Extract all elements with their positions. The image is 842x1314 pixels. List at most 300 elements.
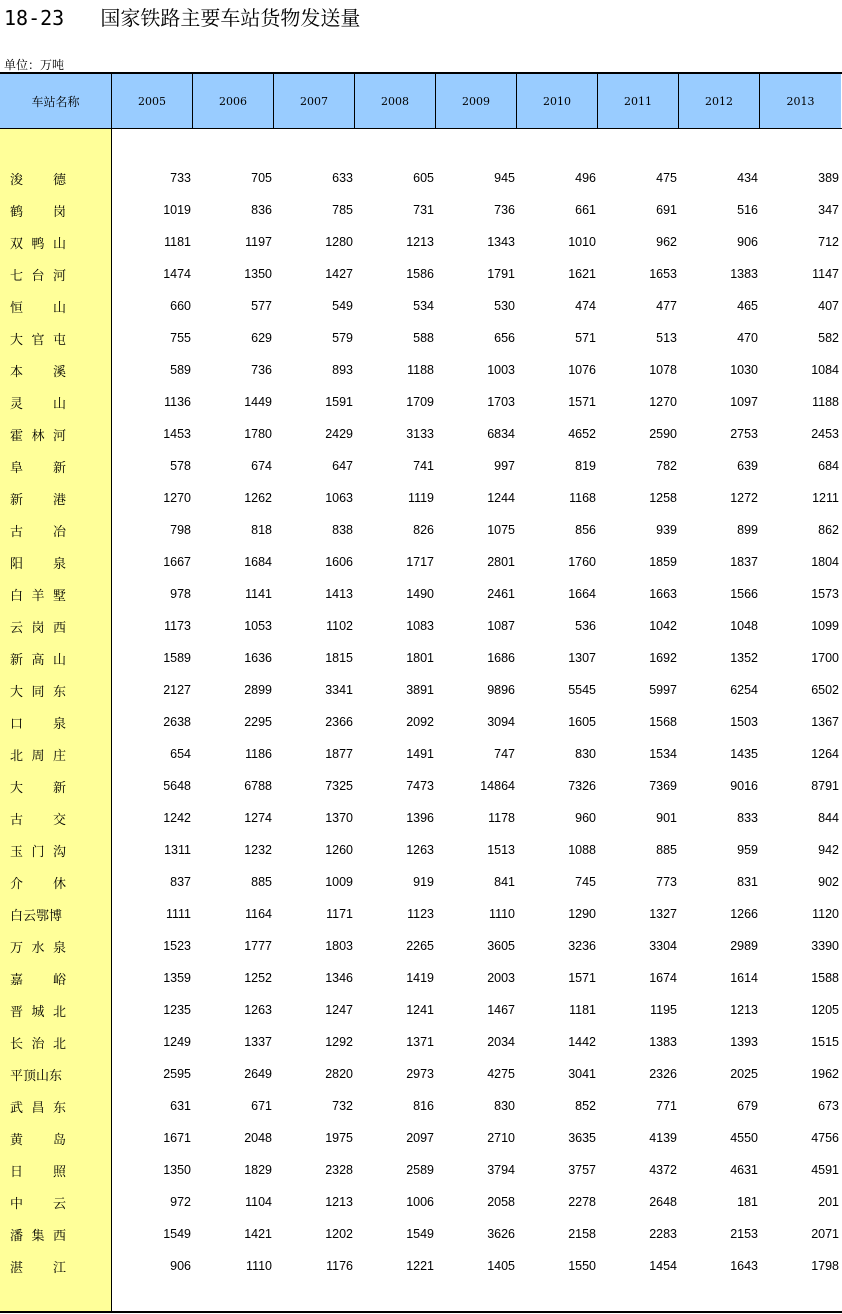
table-row xyxy=(0,642,842,674)
station-name: 白云鄂博 xyxy=(10,908,63,924)
table-cell: 9016 xyxy=(730,779,758,793)
table-cell: 1962 xyxy=(811,1067,839,1081)
table-cell: 1213 xyxy=(730,1003,758,1017)
table-cell: 1010 xyxy=(568,235,596,249)
table-cell: 1359 xyxy=(163,971,191,985)
table-cell: 1449 xyxy=(244,395,272,409)
table-cell: 1717 xyxy=(406,555,434,569)
table-row xyxy=(0,578,842,610)
table-cell: 1703 xyxy=(487,395,515,409)
table-cell: 1263 xyxy=(406,843,434,857)
table-cell: 14864 xyxy=(480,779,515,793)
table-cell: 712 xyxy=(818,235,839,249)
table-cell: 1260 xyxy=(325,843,353,857)
table-cell: 1780 xyxy=(244,427,272,441)
table-cell: 1523 xyxy=(163,939,191,953)
table-cell: 1102 xyxy=(326,619,353,633)
table-cell: 1568 xyxy=(649,715,677,729)
table-cell: 1104 xyxy=(245,1195,272,1209)
table-header xyxy=(0,74,842,129)
table-cell: 1760 xyxy=(568,555,596,569)
table-cell: 1829 xyxy=(244,1163,272,1177)
table-cell: 2265 xyxy=(406,939,434,953)
table-cell: 1605 xyxy=(568,715,596,729)
table-cell: 2328 xyxy=(325,1163,353,1177)
table-cell: 1396 xyxy=(406,811,434,825)
table-cell: 1877 xyxy=(325,747,353,761)
table-cell: 536 xyxy=(575,619,596,633)
table-cell: 1084 xyxy=(811,363,839,377)
table-cell: 2092 xyxy=(406,715,434,729)
table-cell: 1171 xyxy=(326,907,353,921)
table-cell: 945 xyxy=(494,171,515,185)
table-cell: 3794 xyxy=(487,1163,515,1177)
station-name: 白 羊 墅 xyxy=(10,588,66,604)
table-row xyxy=(0,962,842,994)
station-name: 玉 门 沟 xyxy=(10,844,66,860)
station-name: 新 高 山 xyxy=(10,652,66,668)
table-cell: 2590 xyxy=(649,427,677,441)
table-cell: 1119 xyxy=(408,491,434,505)
table-cell: 1804 xyxy=(811,555,839,569)
table-cell: 691 xyxy=(656,203,677,217)
table-cell: 1664 xyxy=(568,587,596,601)
table-cell: 1188 xyxy=(812,395,839,409)
table-cell: 837 xyxy=(170,875,191,889)
table-cell: 1383 xyxy=(649,1035,677,1049)
header-year: 2013 xyxy=(760,74,841,128)
table-cell: 1087 xyxy=(487,619,515,633)
table-cell: 1188 xyxy=(407,363,434,377)
station-name: 大 新 xyxy=(10,780,66,796)
table-cell: 747 xyxy=(494,747,515,761)
table-cell: 3041 xyxy=(568,1067,596,1081)
table-cell: 3626 xyxy=(487,1227,515,1241)
table-cell: 1671 xyxy=(163,1131,191,1145)
table-cell: 2127 xyxy=(163,683,191,697)
header-year: 2005 xyxy=(112,74,193,128)
table-cell: 741 xyxy=(413,459,434,473)
table-cell: 733 xyxy=(170,171,191,185)
table-cell: 919 xyxy=(413,875,434,889)
table-cell: 833 xyxy=(737,811,758,825)
station-name: 平顶山东 xyxy=(10,1068,63,1084)
table-cell: 1213 xyxy=(325,1195,353,1209)
table-cell: 1549 xyxy=(163,1227,191,1241)
station-name: 日 照 xyxy=(10,1164,66,1180)
table-cell: 1202 xyxy=(325,1227,353,1241)
table-cell: 4139 xyxy=(649,1131,677,1145)
table-row xyxy=(0,1026,842,1058)
table-cell: 3094 xyxy=(487,715,515,729)
table-row xyxy=(0,546,842,578)
header-year: 2010 xyxy=(517,74,598,128)
table-row xyxy=(0,482,842,514)
table-cell: 942 xyxy=(818,843,839,857)
table-cell: 1266 xyxy=(730,907,758,921)
table-cell: 3341 xyxy=(325,683,353,697)
table-cell: 1147 xyxy=(812,267,839,281)
table-cell: 939 xyxy=(656,523,677,537)
table-cell: 1798 xyxy=(811,1259,839,1273)
table-cell: 1003 xyxy=(487,363,515,377)
table-cell: 1343 xyxy=(487,235,515,249)
table-cell: 2453 xyxy=(811,427,839,441)
table-cell: 1606 xyxy=(325,555,353,569)
table-cell: 1419 xyxy=(406,971,434,985)
table-cell: 1684 xyxy=(244,555,272,569)
table-cell: 1232 xyxy=(244,843,272,857)
table-cell: 1274 xyxy=(244,811,272,825)
table-cell: 389 xyxy=(818,171,839,185)
table-cell: 2278 xyxy=(568,1195,596,1209)
table-cell: 830 xyxy=(575,747,596,761)
page-title: 18-23 国家铁路主要车站货物发送量 xyxy=(4,6,361,30)
table-cell: 1181 xyxy=(569,1003,596,1017)
table-cell: 1327 xyxy=(649,907,677,921)
table-cell: 4275 xyxy=(487,1067,515,1081)
table-cell: 6254 xyxy=(730,683,758,697)
table-cell: 2071 xyxy=(811,1227,839,1241)
table-cell: 771 xyxy=(656,1099,677,1113)
table-row xyxy=(0,834,842,866)
table-row xyxy=(0,1186,842,1218)
table-cell: 1030 xyxy=(730,363,758,377)
table-cell: 1686 xyxy=(487,651,515,665)
table-cell: 1009 xyxy=(325,875,353,889)
table-cell: 997 xyxy=(494,459,515,473)
station-name: 嘉 峪 xyxy=(10,972,66,988)
table-cell: 1249 xyxy=(163,1035,191,1049)
table-cell: 1975 xyxy=(325,1131,353,1145)
table-cell: 1078 xyxy=(649,363,677,377)
table-cell: 836 xyxy=(251,203,272,217)
table-cell: 1270 xyxy=(163,491,191,505)
table-cell: 475 xyxy=(656,171,677,185)
table-cell: 1263 xyxy=(244,1003,272,1017)
station-name: 潘 集 西 xyxy=(10,1228,66,1244)
table-cell: 5648 xyxy=(163,779,191,793)
table-cell: 2158 xyxy=(568,1227,596,1241)
table-cell: 1270 xyxy=(649,395,677,409)
table-cell: 818 xyxy=(251,523,272,537)
table-cell: 474 xyxy=(575,299,596,313)
table-row xyxy=(0,226,842,258)
table-cell: 1503 xyxy=(730,715,758,729)
table-cell: 1076 xyxy=(568,363,596,377)
table-cell: 962 xyxy=(656,235,677,249)
table-cell: 654 xyxy=(170,747,191,761)
table-cell: 1534 xyxy=(649,747,677,761)
table-cell: 2595 xyxy=(163,1067,191,1081)
table-cell: 1803 xyxy=(325,939,353,953)
table-cell: 661 xyxy=(575,203,596,217)
table-cell: 785 xyxy=(332,203,353,217)
table-cell: 972 xyxy=(170,1195,191,1209)
table-cell: 639 xyxy=(737,459,758,473)
table-cell: 959 xyxy=(737,843,758,857)
table-cell: 3605 xyxy=(487,939,515,953)
table-cell: 434 xyxy=(737,171,758,185)
table-row xyxy=(0,674,842,706)
table-cell: 1837 xyxy=(730,555,758,569)
table-cell: 1195 xyxy=(650,1003,677,1017)
table-cell: 2649 xyxy=(244,1067,272,1081)
table-cell: 684 xyxy=(818,459,839,473)
table-cell: 656 xyxy=(494,331,515,345)
station-name: 双 鸭 山 xyxy=(10,236,66,252)
table-cell: 1859 xyxy=(649,555,677,569)
table-cell: 1053 xyxy=(244,619,272,633)
table-row xyxy=(0,802,842,834)
table-cell: 1264 xyxy=(811,747,839,761)
table-cell: 736 xyxy=(494,203,515,217)
table-row xyxy=(0,1154,842,1186)
table-row xyxy=(0,1058,842,1090)
table-cell: 1252 xyxy=(244,971,272,985)
header-year: 2006 xyxy=(193,74,274,128)
table-cell: 1099 xyxy=(811,619,839,633)
table-cell: 674 xyxy=(251,459,272,473)
table-cell: 816 xyxy=(413,1099,434,1113)
table-cell: 1491 xyxy=(406,747,434,761)
table-cell: 1307 xyxy=(568,651,596,665)
table-cell: 1350 xyxy=(163,1163,191,1177)
table-cell: 8791 xyxy=(811,779,839,793)
table-cell: 2753 xyxy=(730,427,758,441)
table-cell: 1777 xyxy=(244,939,272,953)
table-cell: 2097 xyxy=(406,1131,434,1145)
table-cell: 1513 xyxy=(487,843,515,857)
table-cell: 1178 xyxy=(488,811,515,825)
table-cell: 856 xyxy=(575,523,596,537)
table-cell: 1674 xyxy=(649,971,677,985)
table-cell: 838 xyxy=(332,523,353,537)
table-cell: 1791 xyxy=(487,267,515,281)
table-cell: 1262 xyxy=(244,491,272,505)
table-cell: 1367 xyxy=(811,715,839,729)
table-cell: 885 xyxy=(251,875,272,889)
table-cell: 1700 xyxy=(811,651,839,665)
table-cell: 1709 xyxy=(406,395,434,409)
table-row xyxy=(0,898,842,930)
table-cell: 1258 xyxy=(649,491,677,505)
table-row xyxy=(0,866,842,898)
table-cell: 2989 xyxy=(730,939,758,953)
table-row xyxy=(0,258,842,290)
table-cell: 4591 xyxy=(811,1163,839,1177)
table-cell: 2048 xyxy=(244,1131,272,1145)
table-cell: 1370 xyxy=(325,811,353,825)
station-name: 本 溪 xyxy=(10,364,66,380)
table-row xyxy=(0,738,842,770)
station-name: 长 治 北 xyxy=(10,1036,66,1052)
table-cell: 631 xyxy=(170,1099,191,1113)
table-cell: 885 xyxy=(656,843,677,857)
table-row xyxy=(0,450,842,482)
table-cell: 1006 xyxy=(406,1195,434,1209)
table-cell: 1586 xyxy=(406,267,434,281)
table-cell: 5997 xyxy=(649,683,677,697)
station-name: 黄 岛 xyxy=(10,1132,66,1148)
table-cell: 660 xyxy=(170,299,191,313)
table-cell: 2461 xyxy=(487,587,515,601)
table-cell: 7326 xyxy=(568,779,596,793)
table-cell: 6788 xyxy=(244,779,272,793)
table-cell: 1589 xyxy=(163,651,191,665)
table-cell: 899 xyxy=(737,523,758,537)
station-name: 新 港 xyxy=(10,492,66,508)
table-cell: 960 xyxy=(575,811,596,825)
table-cell: 3236 xyxy=(568,939,596,953)
table-cell: 773 xyxy=(656,875,677,889)
header-year: 2009 xyxy=(436,74,517,128)
table-cell: 1042 xyxy=(649,619,677,633)
table-cell: 732 xyxy=(332,1099,353,1113)
table-cell: 782 xyxy=(656,459,677,473)
table-cell: 1427 xyxy=(325,267,353,281)
table-cell: 513 xyxy=(656,331,677,345)
table-cell: 1123 xyxy=(407,907,434,921)
table-cell: 902 xyxy=(818,875,839,889)
table-cell: 7473 xyxy=(406,779,434,793)
table-cell: 2648 xyxy=(649,1195,677,1209)
station-name: 大 官 屯 xyxy=(10,332,66,348)
station-name: 湛 江 xyxy=(10,1260,66,1276)
table-cell: 4652 xyxy=(568,427,596,441)
table-cell: 1088 xyxy=(568,843,596,857)
table-cell: 2003 xyxy=(487,971,515,985)
table-row xyxy=(0,354,842,386)
table-cell: 1474 xyxy=(163,267,191,281)
header-year: 2008 xyxy=(355,74,436,128)
table-cell: 1110 xyxy=(246,1259,272,1273)
table-cell: 1221 xyxy=(406,1259,434,1273)
table-cell: 407 xyxy=(818,299,839,313)
table-cell: 1019 xyxy=(163,203,191,217)
station-name: 中 云 xyxy=(10,1196,66,1212)
table-cell: 1454 xyxy=(649,1259,677,1273)
table-cell: 1075 xyxy=(487,523,515,537)
table-cell: 496 xyxy=(575,171,596,185)
table-cell: 477 xyxy=(656,299,677,313)
table-cell: 1111 xyxy=(165,907,191,921)
table-cell: 3635 xyxy=(568,1131,596,1145)
table-cell: 1120 xyxy=(812,907,839,921)
table-cell: 831 xyxy=(737,875,758,889)
table-cell: 1413 xyxy=(325,587,353,601)
table-cell: 1393 xyxy=(730,1035,758,1049)
table-cell: 1063 xyxy=(325,491,353,505)
table-cell: 9896 xyxy=(487,683,515,697)
station-name: 恒 山 xyxy=(10,300,66,316)
table-cell: 1352 xyxy=(730,651,758,665)
table-cell: 1571 xyxy=(568,395,596,409)
table-cell: 578 xyxy=(170,459,191,473)
table-cell: 1048 xyxy=(730,619,758,633)
table-cell: 1588 xyxy=(811,971,839,985)
table-cell: 901 xyxy=(656,811,677,825)
table-cell: 516 xyxy=(737,203,758,217)
table-cell: 978 xyxy=(170,587,191,601)
table-cell: 7325 xyxy=(325,779,353,793)
table-cell: 705 xyxy=(251,171,272,185)
table-cell: 1247 xyxy=(325,1003,353,1017)
table-cell: 844 xyxy=(818,811,839,825)
table-cell: 1383 xyxy=(730,267,758,281)
station-name: 武 昌 东 xyxy=(10,1100,66,1116)
table-cell: 671 xyxy=(251,1099,272,1113)
table-cell: 4631 xyxy=(730,1163,758,1177)
table-cell: 1350 xyxy=(244,267,272,281)
table-cell: 673 xyxy=(818,1099,839,1113)
table-cell: 1241 xyxy=(406,1003,434,1017)
table-cell: 1280 xyxy=(325,235,353,249)
table-row xyxy=(0,418,842,450)
table-cell: 1550 xyxy=(568,1259,596,1273)
table-cell: 582 xyxy=(818,331,839,345)
table-cell: 1181 xyxy=(164,235,191,249)
table-row xyxy=(0,194,842,226)
station-name: 万 水 泉 xyxy=(10,940,66,956)
table-cell: 2820 xyxy=(325,1067,353,1081)
table-cell: 4550 xyxy=(730,1131,758,1145)
table-cell: 755 xyxy=(170,331,191,345)
table-cell: 2295 xyxy=(244,715,272,729)
table-cell: 1405 xyxy=(487,1259,515,1273)
station-name: 古 交 xyxy=(10,812,66,828)
table-cell: 1571 xyxy=(568,971,596,985)
table-cell: 577 xyxy=(251,299,272,313)
table-cell: 3757 xyxy=(568,1163,596,1177)
table-cell: 3133 xyxy=(406,427,434,441)
table-cell: 201 xyxy=(818,1195,839,1209)
table-body xyxy=(0,162,842,1282)
table-cell: 1435 xyxy=(730,747,758,761)
station-name: 七 台 河 xyxy=(10,268,66,284)
table-cell: 534 xyxy=(413,299,434,313)
table-cell: 862 xyxy=(818,523,839,537)
table-cell: 647 xyxy=(332,459,353,473)
table-cell: 2034 xyxy=(487,1035,515,1049)
table-cell: 633 xyxy=(332,171,353,185)
table-row xyxy=(0,994,842,1026)
table-cell: 4372 xyxy=(649,1163,677,1177)
table-cell: 7369 xyxy=(649,779,677,793)
station-name: 阜 新 xyxy=(10,460,66,476)
table-cell: 1442 xyxy=(568,1035,596,1049)
table-cell: 1467 xyxy=(487,1003,515,1017)
table-cell: 2589 xyxy=(406,1163,434,1177)
table-cell: 2025 xyxy=(730,1067,758,1081)
table-cell: 2899 xyxy=(244,683,272,697)
station-name: 霍 林 河 xyxy=(10,428,66,444)
station-name: 浚 德 xyxy=(10,172,66,188)
table-bottom-border xyxy=(0,1311,842,1313)
table-cell: 906 xyxy=(737,235,758,249)
table-cell: 588 xyxy=(413,331,434,345)
table-cell: 2973 xyxy=(406,1067,434,1081)
header-station-name: 车站名称 xyxy=(0,74,112,128)
table-cell: 465 xyxy=(737,299,758,313)
table-cell: 3891 xyxy=(406,683,434,697)
table-cell: 906 xyxy=(170,1259,191,1273)
table-cell: 5545 xyxy=(568,683,596,697)
table-cell: 470 xyxy=(737,331,758,345)
station-name: 介 休 xyxy=(10,876,66,892)
station-name: 北 周 庄 xyxy=(10,748,66,764)
station-name: 云 岗 西 xyxy=(10,620,66,636)
